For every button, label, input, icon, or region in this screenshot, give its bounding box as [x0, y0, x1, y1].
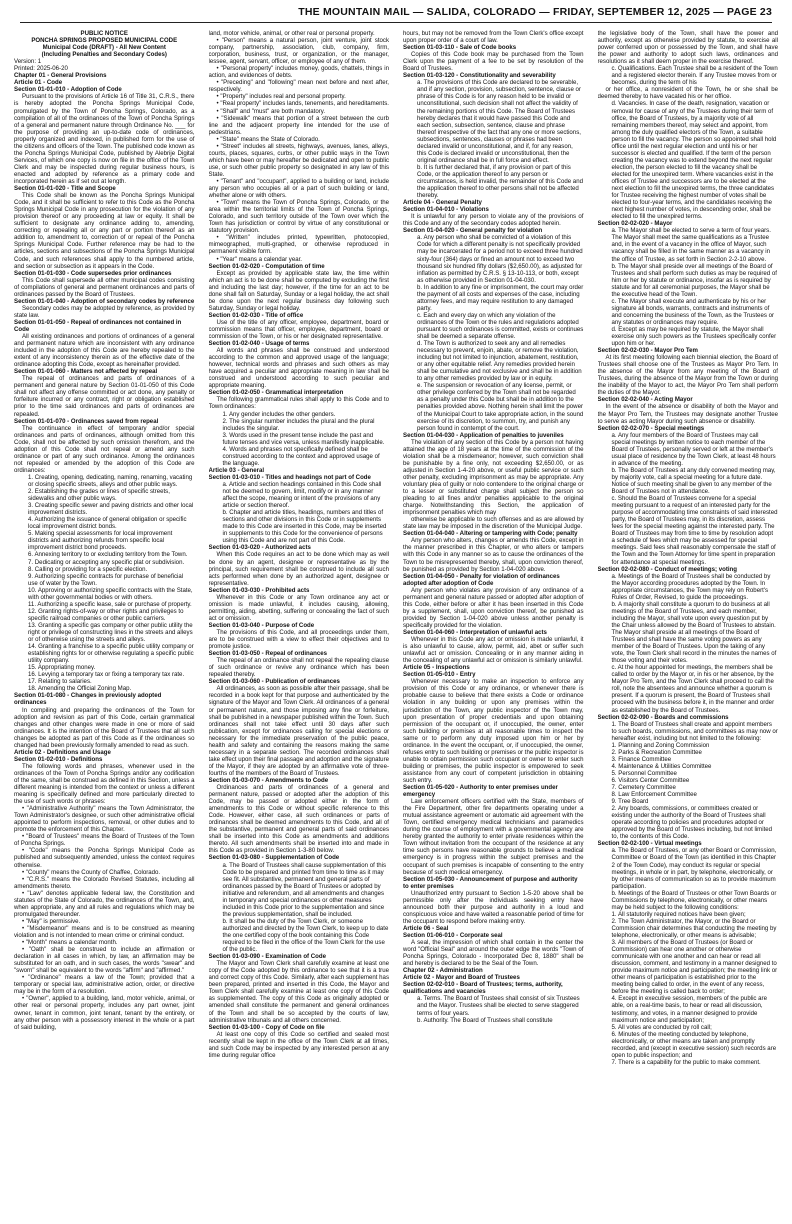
- paragraph: 18. Amending the Official Zoning Map.: [28, 685, 132, 693]
- paragraph: The following grammatical rules shall apply to this Code and to Town ordinances:: [208, 396, 389, 411]
- section-heading: Section 01-06-010 - Corporate seal: [403, 932, 503, 939]
- paragraph: The repeal of ordinances and parts of ordinances of a permanent and general nature by Section 01-01-050 of this Code shall not affect any offense committed or act done, any penalty or forfeiture incurred or any contract, right or obligation established prior to the time said ordinances and parts of ordinances are repealed.: [14, 375, 195, 418]
- paragraph: Pursuant to the provisions of Article 16 of Title 31, C.R.S., there is hereby adopted the Poncha Springs Municipal Code, promulgated by the Town of Poncha Springs, Colorado, as a compilation of all of the ordinances of the Town of Poncha Springs of a general and permanent nature through Ordinance No. ___ for the purpose of providing an up-to-date code of ordinances, properly organized and indexed, in published form for the use of the citizens and officers of the Town. The published code known as the Poncha Springs Municipal Code, published by Alebrije Digital Services, of which one copy is now on file in the office of the Town Clerk and may be inspected during regular business hours, is enacted and adopted by reference as a primary code and incorporated herein as if set out at length.: [14, 93, 195, 185]
- paragraph: a. Meetings of the Board of Trustees shall be conducted by the Mayor according procedures adopted by the Town. In appropriate circumstances, the Town may rely on Robert's Rules of Order, Revised, to guide the proceedings.: [611, 572, 771, 601]
- paragraph: c. The Mayor shall execute and authenticate by his or her signature all bonds, warrants, contracts and instruments of and concerning the business of the Town, as the Trustees or any statutes or ordinances may require.: [611, 297, 774, 326]
- section-heading: Section 01-04-030 - Application of penalties to juveniles: [403, 431, 564, 439]
- paragraph: All existing ordinances and portions of ordinances of a general and permanent nature which are inconsistent with any ordinance included in the adoption of this Code are hereby repealed to the extent of any inconsistency therein as of the effective date of the ordinance adopting this Code, except as hereinafter provided.: [14, 333, 195, 369]
- section-heading: Section 01-03-040 - Purpose of Code: [208, 621, 315, 629]
- paragraph: 9. Authorizing specific contracts for purchase of beneficial use of water by the Town.: [28, 572, 184, 587]
- paragraph: 13. Granting a specific gas company or other public utility the right or privilege of constructing lines in the streets and alleys or of otherwise using the streets and alleys.: [28, 621, 193, 644]
- section-heading: Section 01-05-020 - Authority to enter premises under emergency: [403, 784, 558, 799]
- section-heading: Article 03 - General: [208, 466, 265, 474]
- paragraph: 11. Authorizing a specific lease, sale or purchase of property.: [28, 600, 192, 608]
- paragraph: • "Personal property" includes money, goods, chattels, things in action, and evidences of debts.: [208, 65, 389, 80]
- paragraph: Secondary codes may be adopted by reference, as provided by state law.: [14, 304, 195, 319]
- paragraph: 5. Making special assessments for local improvement districts and authorizing refunds from specific local improvement district bond proceeds.: [28, 530, 173, 552]
- paragraph: Use of the title of any officer, employee, department, board or commission means that officer, employee, department, board or commission of the Town, or his or her designated representative.: [208, 318, 389, 341]
- paragraph: Ordinances and parts of ordinances of a general and permanent nature, passed or adopted after the adoption of this Code, may be passed or adopted either in the form of amendments to this Code or without specific reference to this Code. However, either case, all such ordinances or parts of ordinances shall be deemed amendments to this Code, and all of the substantive, permanent and general parts of said ordinances shall be inserted into this Code as amendments and additions thereto. All such amendments shall be inserted into and made in this Code as provided in Section 1-3-80 below.: [208, 784, 389, 855]
- column-4: [598, 30, 779, 1216]
- section-heading: Section 01-04-050 - Penalty for violation of ordinances adopted after adoption of Code: [403, 572, 560, 587]
- paragraph: 1. All statutorily required notices have been given;: [611, 910, 746, 918]
- paragraph: 5. Personnel Committee: [611, 769, 677, 777]
- paragraph: land, motor vehicle, animal, or other real or personal property.: [208, 30, 375, 37]
- paragraph: 1. Planning and Zoning Commission: [611, 741, 710, 749]
- paragraph: d. Except as may be required by statute, the Mayor shall exercise only such powers as the Trustees specifically confer upon him or her.: [611, 325, 777, 348]
- section-heading: Section 01-01-010 - Adoption of Code: [14, 86, 122, 94]
- paragraph: 1. Creating, opening, dedicating, naming, renaming, vacating or closing specific streets, alleys and other public ways.: [28, 473, 193, 488]
- paragraph: the legislative body of the Town, shall have the power and authority, except as otherwise provided by statute, to exercise all power conferred upon or possessed by the Town, and shall have the power and authority to adopt such laws, ordinances and resolutions as it shall deem proper in the exercise thereof.: [597, 30, 778, 66]
- paragraph: 4. Except in executive session, members of the public are able, on a real-time basis, to hear or read all discussion, testimony, and votes, in a manner designed to provide maximum notice and participation;: [611, 995, 767, 1024]
- paragraph: 2. The singular number includes the plural and the plural includes the singular.: [222, 417, 375, 432]
- paragraph: • "Preceding" and "following" mean next before and next after, respectively.: [208, 79, 389, 94]
- paragraph: a. Terms. The Board of Trustees shall consist of six Trustees and the Mayor. Trustees shall be elected to serve staggered terms of four years.: [417, 995, 580, 1017]
- paragraph: • "Person" means a natural person, joint venture, joint stock company, partnership, association, club, company, firm, corporation, business, trust, or organization, or the manager, lessee, agent, servant, officer, or employee of any of them.: [208, 37, 389, 66]
- paragraph: b. It is further declared that, if any provision or part of this Code, or the application thereof to any person or circumstances, is held invalid, the remainder of this Code and the application thereof to other persons shall not be affected thereby.: [417, 163, 583, 200]
- paragraph: When this Code requires an act to be done which may as well be done by an agent, designee or representative as by the principal, such requirement shall be construed to include all such acts performed when done by an authorized agent, designee or representative.: [208, 551, 389, 587]
- section-heading: Section 01-03-100 - Copy of Code on file: [208, 1023, 325, 1031]
- section-heading: Section 02-02-020 - Mayor: [597, 220, 673, 228]
- section-heading: Section 01-02-050 - Grammatical interpretation: [208, 389, 344, 397]
- paragraph: b. It shall be the duty of the Town Clerk, or someone authorized and directed by the Town Clerk, to keep up to date the one certified copy of the book containing this Code required to be filed in the office of the Town Clerk for the use of the public.: [222, 917, 389, 954]
- paragraph: Printed: 2025-06-20: [14, 65, 68, 73]
- section-heading: Section 01-03-090 - Examination of Code: [208, 953, 327, 961]
- section-heading: Section 02-02-040 - Acting Mayor: [597, 396, 693, 404]
- section-heading: Section 02-02-080 - Conduct of meetings; voting: [597, 565, 737, 573]
- paragraph: Copies of this Code book may be purchased from the Town Clerk upon the payment of a fee to be set by resolution of the Board of Trustees.: [403, 51, 584, 73]
- section-heading: Article 01 - Code: [14, 79, 63, 87]
- paragraph: 3. Finance Committee: [611, 755, 672, 763]
- paragraph: 6. Visitors Center Committee: [611, 776, 690, 784]
- paragraph: 12. Granting rights-of-way or other rights and privileges to specific railroad companies or other public carriers.: [28, 607, 184, 622]
- paragraph: The provisions of this Code, and all proceedings under them, are to be construed with a view to effect their objectives and to promote justice.: [208, 628, 389, 651]
- paragraph: 2. Any boards, commissions, or committees created or existing under the authority of the Board of Trustees shall operate according to policies and procedures adopted or approved by the Board of Trustees including, but not limited to, the contents of this Code.: [611, 805, 773, 841]
- paragraph: b. Chapter and article titles, headings, numbers and titles of sections and other divisions in this Code or in supplements made to this Code are inserted in this Code, may be inserted in supplements to this Code for the convenience of persons using this Code and are not part of this Code.: [222, 509, 387, 545]
- paragraph: a. The provisions of this Code are declared to be severable, and if any section, provision, subsection, sentence, clause or phrase of this Code is for any reason held to be invalid or unconstitutional, such decision shall not affect the validity of the remaining portions of this Code. The Board of Trustees hereby declares that it would have passed this Code and each section, subsection, sentence, clause and phrase thereof irrespective of the fact that any one or more sections, subsections, sentences, clauses or phrases had been declared invalid or unconstitutional, and if, for any reason, this Code is declared invalid or unconstitutional, then the original ordinance shall be in full force and effect.: [417, 79, 581, 164]
- paragraph: a. The Mayor shall be elected to serve a term of four years. The Mayor shall meet the same qualifications as a Trustee and, in the event of a vacancy in the office of Mayor, such vacancy shall be filled in the same manner as a vacancy in the office of Trustee, as set forth in Section 2-2-10 above.: [611, 227, 771, 263]
- paragraph: • "Year" means a calendar year.: [216, 255, 303, 263]
- paragraph: Version: 1: [14, 58, 42, 66]
- paragraph: e. The suspension or revocation of any license, permit, or other privilege conferred by the Town shall not be regarded as a penalty under this Code but shall be in addition to the penalties provided above. Nothing herein shall limit the power of the Municipal Court to take appropriate action, in the sound exercise of its discretion, to summon, try, and punish any person found in contempt of the court.: [417, 382, 584, 432]
- paragraph: c. At the hour appointed for meetings, the members shall be called to order by the Mayor or, in his or her absence, by the Mayor Pro Tem, and the Town Clerk shall proceed to call the roll, note the absentees and announce whether a quorum is present. If a quorum is present, the Board of Trustees shall proceed with the business before it, in the manner and order as established by the Board of Trustees.: [611, 664, 775, 714]
- paragraph: Whenever necessary to make an inspection to enforce any provision of this Code or any ordinance, or whenever there is probable cause to believe that there exists a Code or ordinance violation in any building or upon any premises within the jurisdiction of the Town, any public inspector of the Town may, upon presentation of proper credentials and upon obtaining permission of the occupant or, if unoccupied, the owner, enter such building or premises at all reasonable times to inspect the same or to perform any duty imposed upon him or her by ordinance. In the event the occupant, or, if unoccupied, the owner, refuses entry to such building or premises or the public inspector is unable to obtain permission such occupant or owner to enter such building or premises, the public inspector is empowered to seek assistance from any court of competent jurisdiction in obtaining such entry.: [403, 678, 584, 784]
- paragraph: This Code shall be known as the Poncha Springs Municipal Code, and it shall be sufficient to refer to this Code as the Poncha Springs Municipal Code in any prosecution for the violation of any provision thereof or any proceeding at law or equity. It shall be sufficient to designate any ordinance adding to, amending, correcting or repealing all or any part or portion thereof as an addition to, amendment to, correction of or repeal of the Poncha Springs Municipal Code. Further reference may be had to the articles, sections and subsections of the Poncha Springs Municipal Code, and such references shall apply to the numbered article, and section or subsection as it appears in the Code.: [14, 192, 195, 270]
- paragraph: Whenever in this Code or any Town ordinance any act or omission is made unlawful, it includes causing, allowing, permitting, aiding, abetting, suffering or concealing the fact of such act or omission.: [208, 593, 389, 622]
- paragraph: Unauthorized entry pursuant to Section 1-5-20 above shall be permissible only after the individuals seeking entry have announced both their purpose and authority in a loud and conspicuous voice and have waited a reasonable period of time for the occupant to respond before making entry.: [403, 889, 584, 925]
- paragraph: • "Written" includes printed, typewritten, photocopied, mimeographed, multi-graphed, or otherwise reproduced in permanent visible form.: [208, 234, 389, 256]
- paragraph: a. Any four members of the Board of Trustees may call special meetings by written notice to each member of the Board of Trustees, personally served or left at the member's usual place of residence by the Town Clerk, at least 48 hours in advance of the meeting.: [611, 431, 776, 467]
- paragraph: 4. Words and phrases not specifically defined shall be construed according to the context and approved usage of the language.: [222, 445, 380, 467]
- paragraph: 5. All votes are conducted by roll call;: [611, 1023, 712, 1031]
- paragraph: • "Oath" shall be construed to include an affirmation or declaration in all cases in which, by law, an affirmation may be substituted for an oath, and in such cases, the words "swear" and "sworn" shall be equivalent to the words "affirm" and "affirmed.": [14, 946, 195, 975]
- paragraph: 16. Levying a temporary tax or fixing a temporary tax rate.: [28, 671, 185, 679]
- section-heading: Section 01-04-040 - Altering or tampering with Code; penalty: [403, 530, 578, 538]
- section-heading: Section 01-04-060 - Interpretation of unlawful acts: [403, 628, 547, 636]
- section-heading: Article 06 - Seal: [403, 924, 449, 932]
- paragraph: • "Ordinance" means a law of the Town; provided that a temporary or special law, administrative action, order, or directive may be in the form of a resolution.: [14, 974, 195, 996]
- section-heading: Chapter 02 - Administration: [403, 967, 483, 975]
- paragraph: In compiling and preparing the ordinances of the Town for adoption and revision as part of this Code, certain grammatical changes and other changes were made in one or more of said ordinances. It is the intention of the Board of Trustees that all such changes be adopted as part of this Code as if the ordinances so changed had been previously formally amended to read as such.: [14, 706, 195, 749]
- column-2: [209, 30, 390, 1216]
- paragraph: 4. Authorizing the issuance of general obligation or specific local improvement district bonds.: [28, 516, 187, 531]
- paragraph: • "Board of Trustees" means the Board of Trustees of the Town of Poncha Springs.: [14, 833, 195, 848]
- paragraph: 10. Approving or authorizing specific contracts with the State, with other governmental bodies or with others.: [28, 586, 193, 601]
- section-heading: PUBLIC NOTICE: [80, 30, 128, 37]
- paragraph: 14. Granting a franchise to a specific public utility company or establishing rights for or otherwise regulating a specific public utility company.: [28, 643, 194, 665]
- section-heading: Section 02-02-090 - Boards and commissions: [597, 713, 729, 721]
- section-heading: Section 01-03-080 - Supplementation of Code: [208, 854, 340, 862]
- paragraph: Except as provided by applicable state law, the time within which an act is to be done shall be computed by excluding the first and including the last day; however, if the time for an act to be done shall fall on Saturday, Sunday or a legal holiday, the act shall be done upon the next regular business day following such Saturday, Sunday or legal holiday.: [208, 269, 389, 312]
- section-heading: PONCHA SPRINGS PROPOSED MUNICIPAL CODE: [31, 37, 178, 45]
- paragraph: 8. Calling or providing for a specific election.: [28, 565, 148, 573]
- paragraph: The following words and phrases, whenever used in the ordinances of the Town of Poncha Springs and/or any codification of the same, shall be construed as defined in this Section, unless a different meaning is intended from the context or unless a different meaning is specifically defined and more particularly directed to the use of such words or phrases:: [14, 762, 195, 806]
- section-heading: Article 02 - Mayor and Board of Trustees: [403, 974, 520, 982]
- paragraph: b. Authority. The Board of Trustees shall constitute: [417, 1016, 553, 1024]
- paragraph: 7. There is a capability for the public to make comment.: [611, 1058, 761, 1066]
- paragraph: • "Code" means the Poncha Springs Municipal Code as published and subsequently amended, unless the context requires otherwise.: [14, 847, 195, 869]
- paragraph: 17. Relating to salaries.: [28, 678, 92, 686]
- paragraph: It is unlawful for any person to violate any of the provisions of this Code and any of the secondary codes adopted herein.: [403, 213, 584, 228]
- section-heading: Section 01-02-040 - Usage of terms: [208, 340, 310, 348]
- paragraph: 1. Any gender includes the other genders.: [222, 410, 336, 418]
- paragraph: a. Any person who shall be convicted of a violation of this Code for which a different penalty is not specifically provided may be incarcerated for a period not to exceed three hundred sixty-four (364) days or fined an amount not to exceed two thousand six hundred fifty dollars ($2,650.00), as adjusted for inflation as permitted by C.R.S. § 13-10-113, or both, except as otherwise provided in Section 01-04-030.: [417, 234, 583, 284]
- paragraph: 8. Law Enforcement Committee: [611, 791, 697, 799]
- paragraph: a. Article and section headings contained in this Code shall not be deemed to govern, limit, modify or in any manner affect the scope, meaning or intent of the provisions of any article or section thereof.: [222, 481, 382, 510]
- paragraph: At its first meeting following each biennial election, the Board of Trustees shall choose one of the Trustees as Mayor Pro Tem. In the absence of the Mayor from any meeting of the Board of Trustees, during the absence of the Mayor from the Town or during the inability of the Mayor to act, the Mayor Pro Tem shall perform the duties of the Mayor.: [597, 354, 778, 397]
- paragraph: 2. Parks & Recreation Committee: [611, 748, 702, 756]
- section-heading: Section 02-02-030 - Mayor Pro Tem: [597, 347, 698, 355]
- page-masthead: THE MOUNTAIN MAIL — SALIDA, COLORADO — FRIDAY, SEPTEMBER 12, 2025 — PAGE 23: [20, 4, 772, 23]
- paragraph: a. The Board of Trustees shall cause supplementation of this Code to be prepared and printed from time to time as it may see fit. All substantive, permanent and general parts of ordinances passed by the Board of Trustees or adopted by initiative and referendum, and all amendments and changes in temporary and special ordinances or other measures included in this Code prior to the supplementation and since the previous supplementation, shall be included.: [222, 861, 386, 918]
- section-heading: Chapter 01 - General Provisions: [14, 72, 107, 80]
- paragraph: b. In addition to any fine or imprisonment, the court may order the payment of all costs and expenses of the case, including attorney fees, and may require restitution to any damaged party.: [417, 283, 584, 312]
- paragraph: All words and phrases shall be construed and understood according to the common and approved usage of the language; however, technical words and phrases and such others as may have acquired a peculiar and appropriate meaning in law shall be construed and understood according to such peculiar and appropriate meaning.: [208, 347, 389, 390]
- paragraph: b. The Mayor shall preside over all meetings of the Board of Trustees and shall perform such duties as may be required of him or her by statute or ordinance, insofar as is required by statute and for all ceremonial purposes, the Mayor shall be the executive head of the Town.: [611, 262, 777, 298]
- paragraph: d. The Town is authorized to seek any and all remedies necessary to prevent, enjoin, abate, or remove the violation, including but not limited to injunction, abatement, restitution, or any other equitable relief. Any remedies provided herein shall be cumulative and not exclusive and shall be in addition to any other remedies provided by law or in equity.: [417, 340, 582, 383]
- paragraph: c. Should the Board of Trustees convene for a special meeting pursuant to a request of an interested party for the purpose of accommodating time constraints of said interested party, the Board of Trustees may, in its discretion, assess fees for the special meeting against the interested party. The Board of Trustees may from time to time by resolution adopt a schedule of fees which may be assessed for special meetings. Said fees shall reasonably compensate the staff of the Town and the Town Attorney for time spent in preparation for attendance at special meetings.: [611, 495, 778, 566]
- section-heading: Section 01-02-010 - Definitions: [14, 755, 103, 763]
- paragraph: 3. Creating specific sewer and paving districts and other local improvement districts.: [28, 502, 194, 517]
- paragraph: • "Administrative Authority" means the Town Administrator, the Town Administrator's designee, or such other administrative official appointed to perform inspections, removal, or other duties and to promote the enforcement of this Chapter.: [14, 805, 195, 834]
- section-heading: Article 02 - Definitions and Usage: [14, 748, 111, 756]
- paragraph: Any person who violates any provision of any ordinance of a permanent and general nature passed or adopted after adoption of this Code, either before or after it has been inserted in this Code by a supplement, shall, upon conviction thereof, be punished as provided by Section 1-04-020 above unless another penalty is specifically provided for the violation.: [403, 586, 584, 629]
- section-heading: Section 01-04-020 - General penalty for violation: [403, 227, 543, 235]
- section-heading: Section 01-04-010 - Violations: [403, 206, 489, 214]
- paragraph: 2. The Town Administrator, the Mayor, or the Board or Commission chair determines that conducting the meeting by telephone, electronically, or other means is advisable;: [611, 917, 777, 939]
- section-heading: Section 01-03-020 - Authorized acts: [208, 544, 311, 552]
- paragraph: • "Sidewalk" means that portion of a street between the curb line and the adjacent property line intended for the use of pedestrians.: [208, 114, 389, 136]
- paragraph: 7. Cemetery Committee: [611, 784, 676, 792]
- paragraph: • "Property" includes real and personal property.: [216, 93, 346, 101]
- paragraph: b. Meetings of the Board of Trustees or other Town Boards or Commissions by telephone, electronically, or other means may be held subject to the following conditions:: [611, 889, 777, 911]
- paragraph: • "State" means the State of Colorado.: [216, 135, 320, 143]
- paragraph: 2. Establishing the grades or lines of specific streets, sidewalks and other public ways.: [28, 488, 170, 503]
- paragraph: 9. Tree Board: [611, 798, 649, 806]
- column-3: [403, 30, 584, 1216]
- section-heading: Municipal Code (DRAFT) - All New Content: [42, 44, 166, 52]
- section-heading: Section 01-01-060 - Matters not affected by repeal: [14, 368, 158, 376]
- paragraph: 7. Dedicating or accepting any specific plat or subdivision.: [28, 558, 185, 566]
- section-heading: Section 01-03-120 - Constitutionality and severability: [403, 72, 556, 80]
- section-heading: Section 01-02-020 - Computation of time: [208, 262, 325, 270]
- paragraph: c. Each and every day on which any violation of the ordinances of the Town or the rules and regulations adopted pursuant to such ordinances is committed, exists or continues shall be deemed a separate offense.: [417, 311, 584, 341]
- section-heading: Section 01-01-040 - Adoption of secondary codes by reference: [14, 297, 195, 305]
- paragraph: b. A majority shall constitute a quorum to do business at all meetings of the Board of Trustees, and each member, including the Mayor, shall vote upon every question put by the Chair unless allowed by the Board of Trustees to abstain. The Mayor shall preside at all meetings of the Board of Trustees and shall have the same voting powers as any member of the Board of Trustees. Upon the taking of any vote, the Town Clerk shall record in the minutes the names of those voting and their votes.: [611, 600, 777, 665]
- section-heading: Section 01-03-110 - Sale of Code books: [403, 44, 517, 52]
- section-heading: Section 01-03-030 - Prohibited acts: [208, 586, 310, 594]
- section-heading: Section 01-03-070 - Amendments to Code: [208, 776, 329, 784]
- paragraph: The Mayor and Town Clerk shall carefully examine at least one copy of the Code adopted by this ordinance to see that it is a true and correct copy of this Code. Similarly, after each supplement has been prepared, printed and inserted in this Code, the Mayor and Town Clerk shall carefully examine at least one copy of this Code as supplemented. The copy of this Code as originally adopted or amended shall constitute the permanent and general ordinances of the Town and shall be so accepted by the courts of law, administrative tribunals and all others concerned.: [208, 960, 389, 1024]
- paragraph: The repeal of an ordinance shall not repeal the repealing clause of such ordinance or revive any ordinance which has been repealed thereby.: [208, 657, 389, 679]
- section-heading: Section 01-02-030 - Title of office: [208, 311, 304, 319]
- section-heading: Section 02-02-010 - Board of Trustees; terms, authority, qualifications and vacancies: [403, 981, 563, 996]
- paragraph: a. The Board of Trustees, or any other Board or Commission, Committee or Board of the Town (as identified in this Chapter 2 of the Town Code), may conduct its regular or special meetings, in whole or in part, by telephone, electronically, or by other means of communication so as to provide maximum participation.: [611, 847, 777, 890]
- paragraph: Whenever in this Code any act or omission is made unlawful, it is also unlawful to cause, allow, permit, aid, abet or suffer such unlawful act or omission. Concealing or in any manner aiding in the concealing of any unlawful act or omission is similarly unlawful.: [403, 636, 584, 665]
- paragraph: • "Misdemeanor" means and is to be construed as meaning violation and is not intended to mean crime or criminal conduct.: [14, 924, 195, 939]
- paragraph: • "May" is permissive.: [22, 917, 81, 925]
- paragraph: • "C.R.S." means the Colorado Revised Statutes, including all amendments thereto.: [14, 875, 195, 890]
- section-heading: Section 01-03-010 - Titles and headings not part of Code: [208, 473, 371, 481]
- paragraph: 15. Appropriating money.: [28, 664, 96, 672]
- section-heading: Section 01-03-050 - Repeal of ordinances: [208, 650, 328, 658]
- paragraph: Law enforcement officers certified with the State, members of the Fire Department, other fire departments operating under a mutual assistance agreement or automatic aid agreement with the Town, certified emergency medical technicians and paramedics during the course of employment with a governmental agency are hereby granted the authority to enter private residences within the Town without invitation from the occupant of the residence at any time such persons have reasonable grounds to believe a medical emergency is in progress within the subject premises and the occupant of such premises is incapable of consenting to the entry because of such medical emergency.: [403, 798, 584, 876]
- section-heading: (Including Penalties and Secondary Codes): [41, 51, 167, 59]
- paragraph: • "County" means the County of Chaffee, Colorado.: [22, 868, 161, 876]
- paragraph: All ordinances, as soon as possible after their passage, shall be recorded in a book kept for that purpose and authenticated by the signature of the Mayor and Town Clerk. All ordinances of a general or permanent nature, and those imposing any fine or forfeiture, shall be published in a newspaper published within the Town. Such ordinances shall not take effect until 30 days after such publication, except for ordinances calling for special elections or necessary for the immediate preservation of the public peace, health and safety and containing the reasons making the same necessary in a separate section. The recorded ordinances shall take effect upon their final passage and adoption and the signature of the Mayor, if they are adopted by an affirmative vote of three-fourths of the members of the Board of Trustees.: [208, 685, 389, 777]
- section-heading: Section 01-03-060 - Publication of ordinances: [208, 678, 340, 686]
- paragraph: • "Month" means a calendar month.: [22, 939, 118, 947]
- column-1: [14, 30, 195, 1216]
- paragraph: 1. The Board of Trustees shall create and appoint members to such boards, commissions, and committees as may now or hereafter exist, including but not limited to the following:: [611, 720, 778, 742]
- section-heading: Section 01-01-030 - Code supersedes prior ordinances: [14, 269, 172, 277]
- paragraph: c. Qualifications. Each Trustee shall be a resident of the Town and a registered elector therein. If any Trustee moves from or becomes, during the term of his: [611, 65, 778, 87]
- section-heading: Section 01-01-020 - Title and Scope: [14, 185, 116, 193]
- paragraph: 3. All members of the Board of Trustees (or Board or Commission) can hear one another or otherwise communicate with one another and can hear or read all discussion, comment, and testimony in a manner designed to provide maximum notice and participation; the meeting link or other means of participation is established prior to the meeting being called to order, in the event of any recess, before the meeting is called back to order;: [611, 939, 778, 996]
- section-heading: Section 01-01-070 - Ordinances saved from repeal: [14, 417, 159, 425]
- section-heading: Article 04 - General Penalty: [403, 199, 482, 207]
- paragraph: Any person who alters, changes or amends this Code, except in the manner prescribed in this Chapter, or who alters or tampers with this Code in any manner so as to cause the ordinances of the Town to be misrepresented thereby, shall, upon conviction thereof, be punished as provided by Section 1-04-020 above.: [403, 537, 584, 573]
- paragraph: This Code shall supersede all other municipal codes consisting of compilations of general and permanent ordinances and parts of ordinances passed by the Board of Trustees.: [14, 276, 195, 298]
- paragraph: 6. Minutes of the meeting conducted by telephone, electronically, or other means are taken and promptly recorded, and (except in executive session) such records are open to public inspection; and: [611, 1030, 777, 1059]
- paragraph: • "Town" means the Town of Poncha Springs, Colorado, or the area within the territorial limits of the Town of Poncha Springs, Colorado, and such territory outside of the Town over which the Town has jurisdiction or control by virtue of any constitutional or statutory provision.: [208, 199, 389, 235]
- paragraph: The violation of any section of this Code by a person not having attained the age of 18 years at the time of the commission of the violation shall be a misdemeanor; however, such conviction shall be punishable by a fine only, not exceeding $2,650.00, or as adjusted in Section 1-4-20 above, or useful public service or such other penalty, excluding imprisonment as may be appropriate. Any voluntary plea of guilty or nolo contendere to the original charge or to a lesser or substituted charge shall subject the person so pleading to all fines and/or penalties applicable to the original charge. Notwithstanding this Section, the application of imprisonment penalties which may: [403, 438, 584, 517]
- paragraph: • "Street" includes all streets, highways, avenues, lanes, alleys, courts, places, squares, curbs, or other public ways in the Town which have been or may hereafter be dedicated and open to public use, or such other public property so designated in any law of this State.: [208, 142, 389, 178]
- paragraph: At least one copy of this Code so certified and sealed most recently shall be kept in the office of the Town Clerk at all times, and such Code may be inspected by any interested person at any time during regular office: [208, 1030, 389, 1059]
- paragraph: 4. Maintenance & Utilities Committee: [611, 762, 712, 770]
- paragraph: 3. Words used in the present tense include the past and future tenses and vice versa, unless manifestly inapplicable.: [222, 431, 385, 446]
- section-heading: Section 02-02-100 - Virtual meetings: [597, 840, 702, 848]
- section-heading: Section 02-02-070 - Special meetings: [597, 424, 705, 432]
- paragraph: A seal, the impression of which shall contain in the center the word "Official Seal" and around the outer edge the words "Town of Poncha Springs, Colorado - Incorporated Dec 8, 1880" shall be and hereby is declared to be the Seal of the Town.: [403, 939, 584, 968]
- paragraph: The continuance in effect of temporary and/or special ordinances and parts of ordinances, although omitted from this Code, shall not be affected by such omission therefrom, and the adoption of this Code shall not repeal or amend any such ordinance or part of any such ordinance. Among the ordinances not repealed or amended by the adoption of this Code are ordinances:: [14, 424, 195, 474]
- section-heading: Section 01-01-080 - Changes in previously adopted ordinances: [14, 692, 162, 707]
- notice-columns: [14, 30, 778, 1216]
- section-heading: Section 01-05-030 - Announcement of purpose and authority to enter premises: [403, 875, 578, 890]
- paragraph: d. Vacancies. In case of the death, resignation, vacation or removal for cause of any of the Trustees during their term of office, the Board of Trustees, by a majority vote of all remaining members thereof, may select and appoint, from among the duly qualified electors of the Town, a suitable person to fill the vacancy. The person so appointed shall hold office until the next regular election and until his or her successor is elected and qualified. If the term of the person creating the vacancy was to extend beyond the next regular election, the person elected to fill the vacancy shall be elected for the unexpired term. Where vacancies exist in the offices of Trustee and successors are to be elected at the next election to fill the unexpired terms, the three candidates for Trustee receiving the highest number of votes shall be elected to four-year terms, and the candidates receiving the next highest number of votes, in descending order, shall be elected to fill the unexpired terms.: [611, 100, 777, 221]
- paragraph: • "Real property" includes lands, tenements, and hereditaments.: [216, 100, 389, 108]
- section-heading: Article 05 - Inspections: [403, 664, 470, 672]
- section-heading: Section 01-05-010 - Entry: [403, 671, 476, 679]
- paragraph: or her office, a nonresident of the Town, he or she shall be deemed thereby to have vacated his or her office.: [597, 86, 778, 101]
- paragraph: • "Law" denotes applicable federal law, the Constitution and statutes of the State of Colorado, the ordinances of the Town, and, when appropriate, any and all rules and regulations which may be promulgated thereunder.: [14, 889, 195, 918]
- paragraph: • "Shall" and "must" are both mandatory.: [216, 107, 326, 115]
- paragraph: hours, but may not be removed from the Town Clerk's office except upon proper order of a court of law.: [403, 30, 584, 45]
- paragraph: 6. Annexing territory to or excluding territory from the Town.: [28, 551, 188, 559]
- section-heading: Section 01-01-050 - Repeal of ordinances not contained in Code: [14, 318, 182, 333]
- paragraph: • "Tenant" and "occupant", applied to a building or land, include any person who occupies all or a part of such building or land, whether alone or with others.: [208, 177, 389, 200]
- paragraph: In the event of the absence or disability of both the Mayor and the Mayor Pro Tem, the Trustees may designate another Trustee to serve as acting Mayor during such absence or disability.: [597, 403, 778, 425]
- paragraph: otherwise be applicable to such offenses and as are allowed by state law may be imposed in the discretion of the Municipal Judge.: [403, 516, 584, 531]
- paragraph: b. The Board of Trustees at any duly convened meeting may, by majority vote, call a special meeting for a future date. Notice of such meeting shall be given to any member of the Board of Trustees not in attendance.: [611, 466, 776, 496]
- paragraph: • "Owner", applied to a building, land, motor vehicle, animal, or other real or personal property, includes any part owner, joint owner, tenant in common, joint tenant, tenant by the entirety, or any other person with a possessory interest in the whole or a part of said building,: [14, 995, 195, 1031]
